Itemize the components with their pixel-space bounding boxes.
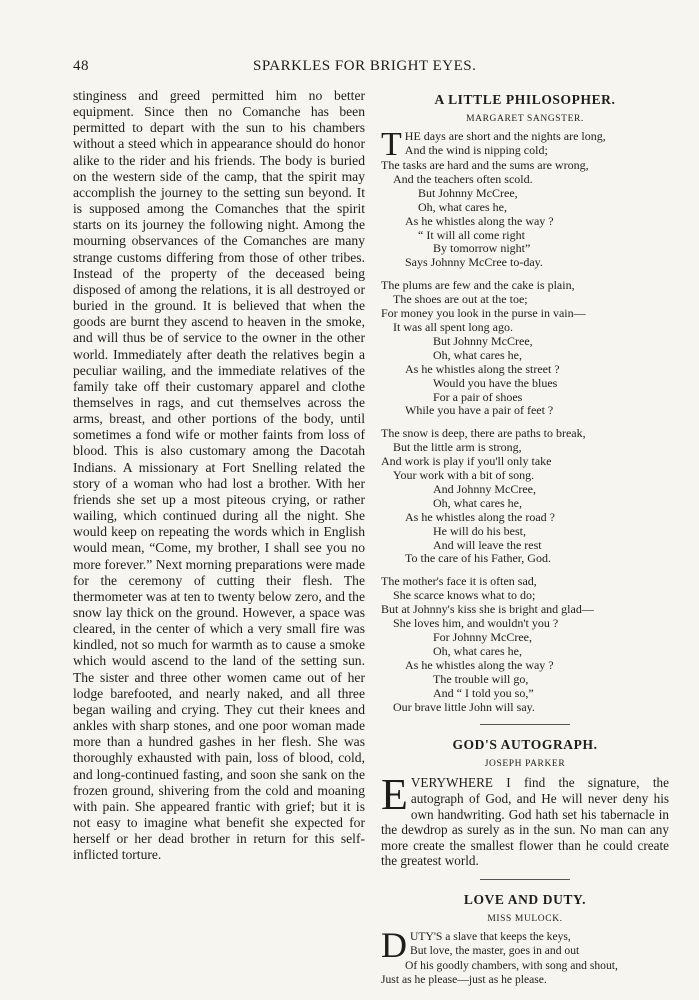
- poem-line: For money you look in the purse in vain—: [381, 306, 586, 321]
- piece-author-parker: JOSEPH PARKER: [484, 759, 566, 770]
- poem-line: Of his goodly chambers, with song and shout,: [405, 959, 618, 972]
- poem-line: Oh, what cares he,: [418, 199, 507, 214]
- left-column-text: stinginess and greed permitted him no better equipment. Since then no Comanche has been permitted to depart with the sun to his chambers without a steed which in appearance should do honor alike to the rider and his friends. The body is buried on the western side of the camp, that the spirit may accomplish the journey to the setting sun beyond. It is supposed among the Comanches that the spirit starts on its journey the following night. Among the mourning observances of the Comanches are many strange customs differing from those of other tribes. Instead of the property of the deceased being disposed of among the relations, it is all destroyed or buried in the ground. It is believed that when the goods are burnt they ascend to heaven in the smoke, and will thus be of service to the owner in the other world. Immediately after death the relatives begin a peculiar wailing, and the immediate relatives of the family take off their customary apparel and clothe themselves in rags, and cut themselves across the arms, breast, and other portions of the body, until sometimes a fond wife or mother faints from loss of blood. This is also customary among the Dacotah Indians. A missionary at Fort Snelling related the story of a woman who had lost a brother. With her friends she set up a most piteous crying, or rather wailing, which continued during all the night. She would keep on repeating the words which in English would mean, “Come, my brother, I shall see you no more forever.” Next morning preparations were made for the ceremony of cutting their flesh. The thermometer was at ten to twenty below zero, and the snow lay thick on the ground. However, a space was cleared, in the center of which a very small fire was kindled, not so much for warmth as to cause a smoke which would ascend to the land of the setting sun. The sister and three other women came out of her lodge barefooted, and nearly naked, and all three began wailing and crying. They cut their knees and ankles with sharp stones, and one poor woman made more than a hundred gashes in her flesh. She was thoroughly exhausted with pain, loss of blood, cold, and long-continued fasting, and soon she sank on the frozen ground, shivering from the cold and moaning with pain. She appeared frantic with grief; but it is not easy to imagine what benefit she expected for herself or her dead brother in return for this self-inflicted torture.: [73, 88, 365, 863]
- poem-line: She loves him, and wouldn't you ?: [393, 616, 559, 631]
- poem-line: Says Johnny McCree to-day.: [405, 255, 543, 270]
- poem-line: Oh, what cares he,: [433, 495, 522, 510]
- poem-line: But Johnny McCree,: [418, 185, 518, 200]
- poem-line: He will do his best,: [433, 523, 526, 538]
- poem-line: For a pair of shoes: [433, 389, 523, 404]
- piece-title-gods-autograph: GOD'S AUTOGRAPH.: [452, 737, 598, 753]
- poem-line: And Johnny McCree,: [433, 481, 536, 496]
- poem-line: The plums are few and the cake is plain,: [381, 278, 575, 293]
- page-header: [73, 58, 639, 80]
- poem-author-sangster: MARGARET SANGSTER.: [466, 114, 584, 124]
- poem-line: And the wind is nipping cold;: [404, 142, 548, 157]
- poem-line: Oh, what cares he,: [433, 347, 522, 362]
- poem-author-mulock: MISS MULOCK.: [487, 914, 563, 924]
- poem-line: The tasks are hard and the sums are wrong,: [381, 158, 589, 172]
- poem-line: And will leave the rest: [433, 537, 542, 552]
- poem-line: But Johnny McCree,: [433, 333, 533, 348]
- right-column: [381, 92, 669, 995]
- stanza-1: [381, 126, 669, 270]
- poem-line: It was all spent long ago.: [393, 319, 513, 334]
- poem-line: But the little arm is strong,: [393, 440, 522, 455]
- poem-line: And “ I told you so,”: [433, 685, 534, 700]
- poem-line: As he whistles along the street ?: [405, 361, 560, 376]
- poem-title-love-and-duty: LOVE AND DUTY.: [463, 892, 587, 907]
- drop-cap-t: T: [381, 126, 402, 163]
- stanza-3: [381, 427, 669, 566]
- poem-line: For Johnny McCree,: [433, 630, 532, 644]
- poem-line: Your work with a bit of song.: [393, 468, 535, 483]
- poem-title-little-philosopher: A LITTLE PHILOSOPHER.: [434, 92, 616, 107]
- running-title: SPARKLES FOR BRIGHT EYES.: [253, 58, 477, 74]
- page-number: 48: [73, 58, 89, 74]
- poem-line: The shoes are out at the toe;: [393, 292, 528, 307]
- poem-line: As he whistles along the road ?: [405, 509, 555, 524]
- poem-line: UTY'S a slave that keeps the keys,: [410, 930, 571, 943]
- poem-line: But love, the master, goes in and out: [410, 943, 580, 957]
- love-and-duty-stanza: [381, 925, 669, 986]
- poem-line: The snow is deep, there are paths to break,: [381, 426, 586, 441]
- section-divider: [480, 724, 570, 725]
- poem-line: To the care of his Father, God.: [405, 551, 551, 566]
- gods-autograph-text: [381, 770, 669, 869]
- poem-line: Oh, what cares he,: [433, 643, 522, 658]
- poem-line: Would you have the blues: [433, 375, 558, 390]
- poem-line: By tomorrow night”: [433, 241, 531, 256]
- stanza-2: [381, 279, 669, 418]
- drop-cap-e: E: [381, 770, 408, 820]
- poem-line: And work is play if you'll only take: [381, 454, 552, 469]
- poem-line: Our brave little John will say.: [393, 699, 535, 714]
- stanza-4: [381, 575, 669, 714]
- poem-line: But at Johnny's kiss she is bright and glad—: [381, 602, 594, 617]
- poem-line: The trouble will go,: [433, 671, 529, 686]
- poem-line: As he whistles along the way ?: [405, 657, 554, 672]
- poem-line: HE days are short and the nights are long,: [404, 129, 606, 143]
- drop-cap-d: D: [381, 925, 407, 965]
- poem-line: As he whistles along the way ?: [405, 213, 554, 228]
- poem-line: “ It will all come right: [418, 227, 525, 242]
- section-divider: [480, 879, 570, 880]
- poem-line: Just as he please—just as he please.: [381, 972, 547, 986]
- gods-autograph-body: VERYWHERE I find the signature, the autograph of God, and He will never deny his own handwriting. God hath set his tabernacle in the dewdrop as surely as in the sun. No man can any more create the smallest flower than he could create the greatest world.: [381, 775, 669, 869]
- poem-line: While you have a pair of feet ?: [405, 403, 554, 418]
- poem-line: The mother's face it is often sad,: [381, 574, 537, 589]
- poem-line: And the teachers often scold.: [393, 171, 533, 186]
- poem-line: She scarce knows what to do;: [393, 588, 536, 603]
